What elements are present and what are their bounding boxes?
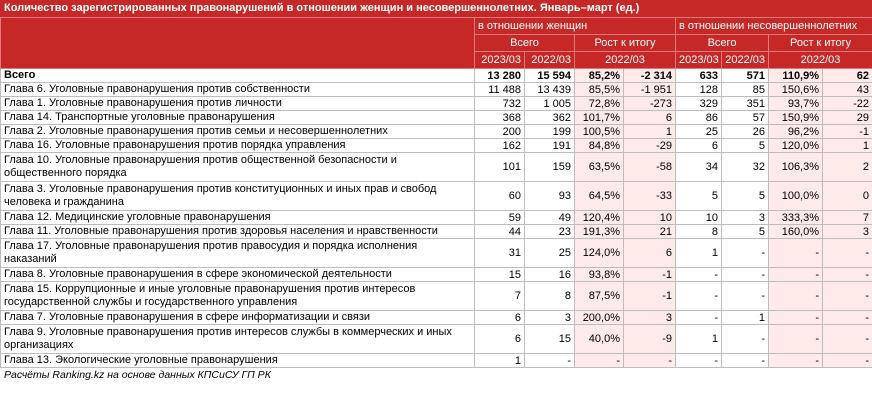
cell-women-2022: 15 594	[525, 69, 575, 83]
row-label: Глава 15. Коррупционные и иные уголовные правонарушения против интересов государственной службы и государственного управления	[1, 282, 475, 311]
cell-minors-growth-diff: -	[823, 268, 872, 282]
cell-minors-growth-pct: 93,7%	[769, 97, 823, 111]
cell-minors-growth-pct: 150,6%	[769, 83, 823, 97]
cell-women-2022: -	[525, 354, 575, 368]
cell-women-growth-diff: -273	[624, 97, 676, 111]
cell-minors-growth-pct: -	[769, 282, 823, 311]
cell-minors-2022: -	[722, 282, 769, 311]
cell-minors-growth-pct: 120,0%	[769, 139, 823, 153]
cell-minors-growth-pct: -	[769, 311, 823, 325]
cell-minors-growth-diff: -	[823, 354, 872, 368]
cell-women-2023: 60	[475, 182, 525, 211]
cell-women-growth-pct: 64,5%	[575, 182, 624, 211]
cell-minors-2022: 57	[722, 111, 769, 125]
cell-women-growth-diff: -2 314	[624, 69, 676, 83]
cell-women-growth-diff: -	[624, 354, 676, 368]
cell-women-growth-pct: 85,2%	[575, 69, 624, 83]
cell-minors-2023: 128	[676, 83, 722, 97]
cell-women-growth-diff: 21	[624, 225, 676, 239]
table-row	[1, 311, 872, 325]
total-row	[1, 69, 872, 83]
cell-women-2022: 191	[525, 139, 575, 153]
cell-women-growth-pct: 87,5%	[575, 282, 624, 311]
cell-women-growth-diff: 3	[624, 311, 676, 325]
header-minors-growth: Рост к итогу	[769, 35, 872, 52]
cell-women-growth-diff: -1	[624, 282, 676, 311]
row-label: Глава 17. Уголовные правонарушения против правосудия и порядка исполнения наказаний	[1, 239, 475, 268]
table-row	[1, 282, 872, 311]
cell-minors-growth-diff: 62	[823, 69, 872, 83]
row-label: Глава 14. Транспортные уголовные правонарушения	[1, 111, 475, 125]
cell-women-2023: 6	[475, 311, 525, 325]
cell-minors-2023: -	[676, 354, 722, 368]
table-row	[1, 268, 872, 282]
cell-minors-growth-diff: -1	[823, 125, 872, 139]
row-label: Глава 12. Медицинские уголовные правонарушения	[1, 211, 475, 225]
table-row	[1, 225, 872, 239]
cell-minors-2023: 329	[676, 97, 722, 111]
cell-minors-growth-diff: 1	[823, 139, 872, 153]
cell-women-2022: 15	[525, 325, 575, 354]
cell-minors-2023: -	[676, 268, 722, 282]
cell-minors-growth-diff: -22	[823, 97, 872, 111]
cell-women-growth-pct: 93,8%	[575, 268, 624, 282]
row-label: Всего	[1, 69, 475, 83]
cell-women-2022: 16	[525, 268, 575, 282]
cell-women-2023: 11 488	[475, 83, 525, 97]
cell-women-2023: 1	[475, 354, 525, 368]
cell-women-growth-pct: -	[575, 354, 624, 368]
cell-minors-growth-pct: -	[769, 325, 823, 354]
header-minors-year-2023: 2023/03	[676, 52, 722, 69]
cell-women-growth-pct: 84,8%	[575, 139, 624, 153]
cell-women-2023: 200	[475, 125, 525, 139]
cell-women-growth-diff: -29	[624, 139, 676, 153]
cell-women-2023: 162	[475, 139, 525, 153]
cell-women-2023: 44	[475, 225, 525, 239]
header-women-growth-year: 2022/03	[575, 52, 676, 69]
cell-minors-2022: -	[722, 268, 769, 282]
table-row	[1, 211, 872, 225]
cell-women-growth-pct: 63,5%	[575, 153, 624, 182]
cell-minors-growth-pct: -	[769, 268, 823, 282]
table-row	[1, 83, 872, 97]
cell-minors-growth-diff: -	[823, 239, 872, 268]
cell-minors-2023: 6	[676, 139, 722, 153]
cell-women-2022: 25	[525, 239, 575, 268]
cell-minors-2022: 351	[722, 97, 769, 111]
cell-women-2022: 199	[525, 125, 575, 139]
cell-minors-2023: 34	[676, 153, 722, 182]
cell-women-growth-diff: 6	[624, 239, 676, 268]
cell-minors-2023: 25	[676, 125, 722, 139]
cell-women-2023: 59	[475, 211, 525, 225]
cell-minors-2023: 86	[676, 111, 722, 125]
cell-minors-2022: -	[722, 325, 769, 354]
cell-minors-growth-pct: 160,0%	[769, 225, 823, 239]
cell-women-growth-diff: -58	[624, 153, 676, 182]
header-blank-cell	[1, 18, 475, 69]
cell-women-growth-diff: -33	[624, 182, 676, 211]
cell-women-2022: 8	[525, 282, 575, 311]
table-row	[1, 125, 872, 139]
table-row	[1, 139, 872, 153]
cell-minors-2023: 1	[676, 325, 722, 354]
table-row	[1, 153, 872, 182]
row-label: Глава 3. Уголовные правонарушения против конституционных и иных прав и свобод человека и гражданина	[1, 182, 475, 211]
cell-minors-2022: 1	[722, 311, 769, 325]
cell-women-2023: 7	[475, 282, 525, 311]
cell-women-growth-pct: 100,5%	[575, 125, 624, 139]
header-minors-growth-year: 2022/03	[769, 52, 872, 69]
cell-minors-growth-diff: 7	[823, 211, 872, 225]
header-group-women: в отношении женщин	[475, 18, 676, 35]
cell-women-growth-diff: 6	[624, 111, 676, 125]
cell-women-2022: 1 005	[525, 97, 575, 111]
cell-women-growth-pct: 85,5%	[575, 83, 624, 97]
cell-minors-2022: 5	[722, 139, 769, 153]
cell-minors-2022: 571	[722, 69, 769, 83]
cell-minors-growth-pct: 96,2%	[769, 125, 823, 139]
table-row	[1, 182, 872, 211]
cell-minors-growth-pct: 333,3%	[769, 211, 823, 225]
row-label: Глава 7. Уголовные правонарушения в сфере информатизации и связи	[1, 311, 475, 325]
cell-minors-2023: 1	[676, 239, 722, 268]
cell-women-growth-diff: -1 951	[624, 83, 676, 97]
table-body	[1, 69, 872, 368]
header-women-growth: Рост к итогу	[575, 35, 676, 52]
cell-minors-2022: 32	[722, 153, 769, 182]
row-label: Глава 1. Уголовные правонарушения против личности	[1, 97, 475, 111]
cell-minors-growth-pct: 106,3%	[769, 153, 823, 182]
table-row	[1, 111, 872, 125]
cell-women-growth-diff: -9	[624, 325, 676, 354]
cell-women-growth-pct: 101,7%	[575, 111, 624, 125]
row-label: Глава 6. Уголовные правонарушения против собственности	[1, 83, 475, 97]
cell-minors-2022: 5	[722, 182, 769, 211]
cell-women-2023: 6	[475, 325, 525, 354]
cell-women-2023: 101	[475, 153, 525, 182]
cell-minors-growth-diff: -	[823, 311, 872, 325]
cell-minors-growth-pct: 150,9%	[769, 111, 823, 125]
cell-women-2022: 49	[525, 211, 575, 225]
row-label: Глава 16. Уголовные правонарушения против порядка управления	[1, 139, 475, 153]
cell-minors-growth-diff: 2	[823, 153, 872, 182]
cell-minors-growth-pct: -	[769, 354, 823, 368]
cell-women-growth-diff: 1	[624, 125, 676, 139]
row-label: Глава 10. Уголовные правонарушения против общественной безопасности и общественного порядка	[1, 153, 475, 182]
source-note: Расчёты Ranking.kz на основе данных КПСиСУ ГП РК	[4, 369, 271, 381]
cell-minors-2022: 85	[722, 83, 769, 97]
row-label: Глава 11. Уголовные правонарушения против здоровья населения и нравственности	[1, 225, 475, 239]
cell-women-2023: 13 280	[475, 69, 525, 83]
cell-women-growth-pct: 40,0%	[575, 325, 624, 354]
cell-minors-2022: 26	[722, 125, 769, 139]
cell-women-2022: 3	[525, 311, 575, 325]
table-title: Количество зарегистрированных правонарушений в отношении женщин и несовершеннолетних. Январь–март (ед.)	[0, 0, 872, 17]
cell-minors-growth-diff: -	[823, 282, 872, 311]
cell-minors-2023: 5	[676, 182, 722, 211]
cell-women-growth-diff: -1	[624, 268, 676, 282]
cell-women-growth-pct: 72,8%	[575, 97, 624, 111]
cell-women-2023: 15	[475, 268, 525, 282]
cell-women-growth-pct: 200,0%	[575, 311, 624, 325]
cell-women-2023: 732	[475, 97, 525, 111]
row-label: Глава 9. Уголовные правонарушения против интересов службы в коммерческих и иных организациях	[1, 325, 475, 354]
cell-minors-2023: 10	[676, 211, 722, 225]
cell-women-2022: 13 439	[525, 83, 575, 97]
header-minors-year-2022: 2022/03	[722, 52, 769, 69]
cell-women-2023: 368	[475, 111, 525, 125]
cell-minors-2023: 633	[676, 69, 722, 83]
header-minors-total: Всего	[676, 35, 769, 52]
cell-minors-growth-pct: 110,9%	[769, 69, 823, 83]
row-label: Глава 8. Уголовные правонарушения в сфере экономической деятельности	[1, 268, 475, 282]
cell-minors-2023: -	[676, 311, 722, 325]
header-row-groups	[1, 18, 872, 35]
cell-women-growth-pct: 120,4%	[575, 211, 624, 225]
row-label: Глава 2. Уголовные правонарушения против семьи и несовершеннолетних	[1, 125, 475, 139]
row-label: Глава 13. Экологические уголовные правонарушения	[1, 354, 475, 368]
offenses-table	[0, 17, 872, 368]
cell-minors-growth-diff: 0	[823, 182, 872, 211]
header-women-year-2022: 2022/03	[525, 52, 575, 69]
cell-women-growth-diff: 10	[624, 211, 676, 225]
cell-minors-growth-pct: 100,0%	[769, 182, 823, 211]
table-row	[1, 239, 872, 268]
cell-minors-2022: 3	[722, 211, 769, 225]
cell-minors-growth-pct: -	[769, 239, 823, 268]
cell-women-2022: 23	[525, 225, 575, 239]
cell-minors-growth-diff: 43	[823, 83, 872, 97]
cell-women-2022: 93	[525, 182, 575, 211]
cell-women-growth-pct: 124,0%	[575, 239, 624, 268]
cell-minors-2022: -	[722, 354, 769, 368]
cell-minors-growth-diff: 3	[823, 225, 872, 239]
cell-minors-2022: 5	[722, 225, 769, 239]
cell-minors-growth-diff: -	[823, 325, 872, 354]
header-women-total: Всего	[475, 35, 575, 52]
cell-minors-2023: -	[676, 282, 722, 311]
header-women-year-2023: 2023/03	[475, 52, 525, 69]
table-row	[1, 97, 872, 111]
cell-women-2023: 31	[475, 239, 525, 268]
table-row	[1, 325, 872, 354]
cell-women-2022: 159	[525, 153, 575, 182]
cell-women-growth-pct: 191,3%	[575, 225, 624, 239]
cell-minors-growth-diff: 29	[823, 111, 872, 125]
cell-women-2022: 362	[525, 111, 575, 125]
table-row	[1, 354, 872, 368]
cell-minors-2023: 8	[676, 225, 722, 239]
header-group-minors: в отношении несовершеннолетних	[676, 18, 872, 35]
cell-minors-2022: -	[722, 239, 769, 268]
